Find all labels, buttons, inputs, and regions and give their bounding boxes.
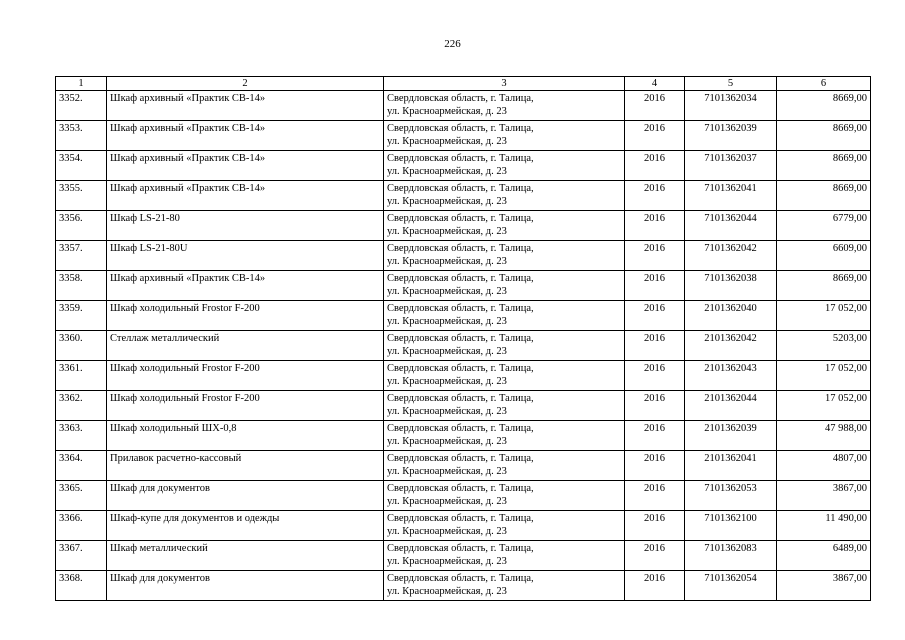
item-address [384, 481, 625, 511]
row-number: 3367. [56, 541, 107, 571]
address-line-1: Свердловская область, г. Талица, [387, 183, 534, 194]
item-year: 2016 [625, 391, 685, 421]
inventory-number: 2101362043 [685, 361, 777, 391]
address-line-1: Свердловская область, г. Талица, [387, 93, 534, 104]
row-number: 3353. [56, 121, 107, 151]
item-name: Шкаф холодильный Frostor F-200 [107, 361, 384, 391]
item-name: Шкаф для документов [107, 481, 384, 511]
item-address [384, 181, 625, 211]
item-year: 2016 [625, 361, 685, 391]
item-name: Шкаф архивный «Практик СВ-14» [107, 121, 384, 151]
item-year: 2016 [625, 421, 685, 451]
table-row [56, 511, 871, 541]
registry-body [56, 91, 871, 601]
address-line-2: ул. Красноармейская, д. 23 [387, 526, 507, 537]
table-row [56, 421, 871, 451]
address-line-2: ул. Красноармейская, д. 23 [387, 556, 507, 567]
table-row [56, 211, 871, 241]
item-name: Шкаф LS-21-80 [107, 211, 384, 241]
item-cost: 17 052,00 [777, 391, 871, 421]
row-number: 3357. [56, 241, 107, 271]
item-address [384, 541, 625, 571]
address-line-2: ул. Красноармейская, д. 23 [387, 496, 507, 507]
row-number: 3359. [56, 301, 107, 331]
item-cost: 11 490,00 [777, 511, 871, 541]
row-number: 3364. [56, 451, 107, 481]
item-cost: 4807,00 [777, 451, 871, 481]
item-name: Шкаф архивный «Практик СВ-14» [107, 91, 384, 121]
address-line-1: Свердловская область, г. Талица, [387, 483, 534, 494]
item-name: Стеллаж металлический [107, 331, 384, 361]
row-number: 3363. [56, 421, 107, 451]
item-year: 2016 [625, 211, 685, 241]
inventory-number: 7101362044 [685, 211, 777, 241]
address-line-1: Свердловская область, г. Талица, [387, 513, 534, 524]
inventory-number: 7101362041 [685, 181, 777, 211]
table-row [56, 331, 871, 361]
row-number: 3365. [56, 481, 107, 511]
item-address [384, 211, 625, 241]
address-line-2: ул. Красноармейская, д. 23 [387, 586, 507, 597]
item-name: Шкаф архивный «Практик СВ-14» [107, 181, 384, 211]
item-year: 2016 [625, 571, 685, 601]
property-registry-table [55, 76, 871, 601]
item-cost: 5203,00 [777, 331, 871, 361]
table-row [56, 481, 871, 511]
address-line-1: Свердловская область, г. Талица, [387, 543, 534, 554]
row-number: 3361. [56, 361, 107, 391]
item-address [384, 511, 625, 541]
row-number: 3366. [56, 511, 107, 541]
item-year: 2016 [625, 331, 685, 361]
column-number-row [56, 77, 871, 91]
item-name: Шкаф LS-21-80U [107, 241, 384, 271]
table-row [56, 541, 871, 571]
inventory-number: 2101362042 [685, 331, 777, 361]
table-row [56, 271, 871, 301]
table-row [56, 121, 871, 151]
inventory-number: 2101362040 [685, 301, 777, 331]
item-cost: 8669,00 [777, 121, 871, 151]
item-address [384, 271, 625, 301]
item-cost: 3867,00 [777, 481, 871, 511]
row-number: 3358. [56, 271, 107, 301]
item-cost: 8669,00 [777, 181, 871, 211]
item-year: 2016 [625, 91, 685, 121]
address-line-2: ул. Красноармейская, д. 23 [387, 226, 507, 237]
item-year: 2016 [625, 451, 685, 481]
address-line-2: ул. Красноармейская, д. 23 [387, 376, 507, 387]
item-address [384, 361, 625, 391]
item-cost: 3867,00 [777, 571, 871, 601]
item-cost: 6779,00 [777, 211, 871, 241]
row-number: 3360. [56, 331, 107, 361]
inventory-number: 7101362053 [685, 481, 777, 511]
address-line-1: Свердловская область, г. Талица, [387, 333, 534, 344]
row-number: 3352. [56, 91, 107, 121]
address-line-2: ул. Красноармейская, д. 23 [387, 106, 507, 117]
item-year: 2016 [625, 181, 685, 211]
row-number: 3356. [56, 211, 107, 241]
address-line-2: ул. Красноармейская, д. 23 [387, 316, 507, 327]
inventory-number: 7101362054 [685, 571, 777, 601]
table-row [56, 571, 871, 601]
column-header: 4 [625, 77, 685, 91]
inventory-number: 7101362100 [685, 511, 777, 541]
inventory-number: 2101362041 [685, 451, 777, 481]
address-line-2: ул. Красноармейская, д. 23 [387, 136, 507, 147]
item-name: Шкаф холодильный ШХ-0,8 [107, 421, 384, 451]
table-row [56, 91, 871, 121]
item-year: 2016 [625, 541, 685, 571]
item-year: 2016 [625, 481, 685, 511]
address-line-2: ул. Красноармейская, д. 23 [387, 256, 507, 267]
table-row [56, 391, 871, 421]
item-name: Прилавок расчетно-кассовый [107, 451, 384, 481]
item-cost: 8669,00 [777, 151, 871, 181]
item-cost: 8669,00 [777, 91, 871, 121]
column-header: 2 [107, 77, 384, 91]
address-line-1: Свердловская область, г. Талица, [387, 213, 534, 224]
table-row [56, 151, 871, 181]
item-year: 2016 [625, 511, 685, 541]
item-address [384, 241, 625, 271]
table-row [56, 181, 871, 211]
item-name: Шкаф для документов [107, 571, 384, 601]
item-cost: 6489,00 [777, 541, 871, 571]
item-cost: 6609,00 [777, 241, 871, 271]
item-address [384, 421, 625, 451]
address-line-2: ул. Красноармейская, д. 23 [387, 286, 507, 297]
item-address [384, 331, 625, 361]
address-line-1: Свердловская область, г. Талица, [387, 243, 534, 254]
inventory-number: 7101362083 [685, 541, 777, 571]
item-address [384, 301, 625, 331]
item-cost: 47 988,00 [777, 421, 871, 451]
item-name: Шкаф холодильный Frostor F-200 [107, 301, 384, 331]
item-cost: 17 052,00 [777, 361, 871, 391]
address-line-2: ул. Красноармейская, д. 23 [387, 166, 507, 177]
inventory-number: 2101362044 [685, 391, 777, 421]
address-line-2: ул. Красноармейская, д. 23 [387, 436, 507, 447]
inventory-number: 2101362039 [685, 421, 777, 451]
column-header: 1 [56, 77, 107, 91]
address-line-1: Свердловская область, г. Талица, [387, 123, 534, 134]
item-year: 2016 [625, 241, 685, 271]
address-line-2: ул. Красноармейская, д. 23 [387, 346, 507, 357]
item-address [384, 91, 625, 121]
item-address [384, 121, 625, 151]
table-row [56, 241, 871, 271]
table-row [56, 301, 871, 331]
item-cost: 8669,00 [777, 271, 871, 301]
table-row [56, 451, 871, 481]
item-address [384, 151, 625, 181]
column-header: 5 [685, 77, 777, 91]
item-year: 2016 [625, 121, 685, 151]
address-line-1: Свердловская область, г. Талица, [387, 453, 534, 464]
inventory-number: 7101362042 [685, 241, 777, 271]
column-header: 6 [777, 77, 871, 91]
address-line-1: Свердловская область, г. Талица, [387, 573, 534, 584]
address-line-1: Свердловская область, г. Талица, [387, 153, 534, 164]
inventory-number: 7101362038 [685, 271, 777, 301]
item-name: Шкаф архивный «Практик СВ-14» [107, 271, 384, 301]
item-year: 2016 [625, 151, 685, 181]
item-address [384, 451, 625, 481]
inventory-number: 7101362039 [685, 121, 777, 151]
item-name: Шкаф металлический [107, 541, 384, 571]
item-year: 2016 [625, 271, 685, 301]
item-address [384, 391, 625, 421]
address-line-1: Свердловская область, г. Талица, [387, 303, 534, 314]
item-name: Шкаф холодильный Frostor F-200 [107, 391, 384, 421]
row-number: 3368. [56, 571, 107, 601]
address-line-1: Свердловская область, г. Талица, [387, 273, 534, 284]
item-cost: 17 052,00 [777, 301, 871, 331]
address-line-2: ул. Красноармейская, д. 23 [387, 406, 507, 417]
address-line-2: ул. Красноармейская, д. 23 [387, 196, 507, 207]
address-line-1: Свердловская область, г. Талица, [387, 423, 534, 434]
row-number: 3355. [56, 181, 107, 211]
row-number: 3362. [56, 391, 107, 421]
item-address [384, 571, 625, 601]
address-line-2: ул. Красноармейская, д. 23 [387, 466, 507, 477]
column-header: 3 [384, 77, 625, 91]
address-line-1: Свердловская область, г. Талица, [387, 393, 534, 404]
item-year: 2016 [625, 301, 685, 331]
item-name: Шкаф архивный «Практик СВ-14» [107, 151, 384, 181]
inventory-number: 7101362037 [685, 151, 777, 181]
address-line-1: Свердловская область, г. Талица, [387, 363, 534, 374]
page-number: 226 [444, 38, 461, 50]
row-number: 3354. [56, 151, 107, 181]
inventory-number: 7101362034 [685, 91, 777, 121]
table-row [56, 361, 871, 391]
item-name: Шкаф-купе для документов и одежды [107, 511, 384, 541]
